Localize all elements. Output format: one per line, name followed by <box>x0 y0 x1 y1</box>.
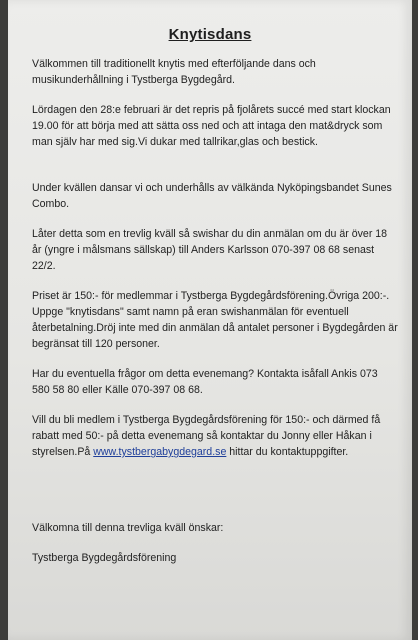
signature-organization: Tystberga Bygdegårdsförening <box>32 552 177 564</box>
paragraph-closing: Välkomna till denna trevliga kväll önskar: <box>32 522 224 534</box>
page-title: Knytisdans <box>168 26 252 43</box>
document-page <box>8 0 412 640</box>
membership-text-after: hittar du kontaktuppgifter. <box>226 446 349 458</box>
paragraph-questions: Har du eventuella frågor om detta evenemang? Kontakta isåfall Ankis 073 580 58 80 eller Källe 070-397 08 68. <box>32 368 378 396</box>
paragraph-registration: Låter detta som en trevlig kväll så swishar du din anmälan om du är över 18 år (yngre i målsmans sällskap) till Anders Karlsson 070-397 08 68 senast 22/2. <box>32 228 388 272</box>
paragraph-welcome: Välkommen till traditionellt knytis med efterföljande dans och musikunderhållning i Tystberga Bygdegård. <box>32 58 316 86</box>
paragraph-date-details: Lördagen den 28:e februari är det repris på fjolårets succé med start klockan 19.00 för att börja med att sätta oss ned och att intaga den mat&dryck som man själv har med sig.Vi dukar med tallrikar,glas och bestick. <box>32 104 391 148</box>
paragraph-membership <box>32 412 398 460</box>
paragraph-band: Under kvällen dansar vi och underhålls av välkända Nyköpingsbandet Sunes Combo. <box>32 182 392 210</box>
website-link[interactable]: www.tystbergabygdegard.se <box>93 446 227 458</box>
membership-text-before: Vill du bli medlem i Tystberga Bygdegårdsförening för 150:- och därmed få rabatt med 50:- på detta evenemang så kontaktar du Jonny eller Håkan i styrelsen.På <box>32 414 381 458</box>
paragraph-price: Priset är 150:- för medlemmar i Tystberga Bygdegårdsförening.Övriga 200:-. Uppge "knytisdans" samt namn på eran swishanmälan för eventuell återbetalning.Dröj inte med din anmälan då antalet personer i Bygdegården är begränsat till 120 personer. <box>32 290 398 350</box>
